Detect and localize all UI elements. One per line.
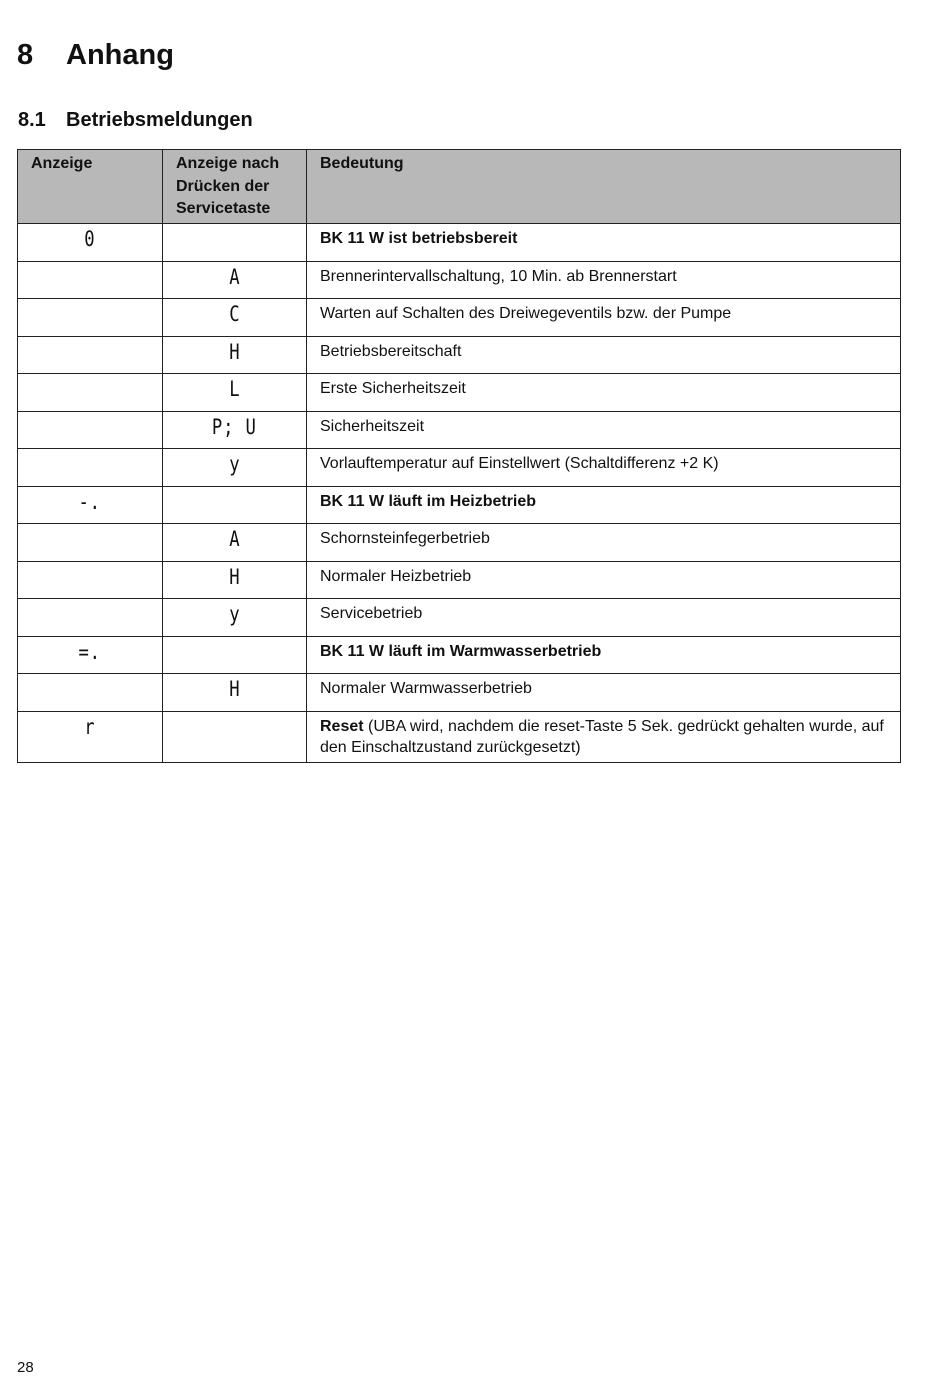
chapter-number: 8 xyxy=(17,39,34,71)
meaning-cell xyxy=(307,599,901,637)
meaning-cell xyxy=(307,224,901,262)
meaning-cell xyxy=(307,711,901,762)
service-code-cell xyxy=(163,224,307,262)
meaning-cell xyxy=(307,336,901,374)
column-header-service-display: Anzeige nach Drücken der Servicetaste xyxy=(163,150,307,224)
service-code-cell xyxy=(163,261,307,299)
section-title: Betriebsmeldungen xyxy=(66,109,253,131)
display-code-cell xyxy=(18,224,163,262)
service-code: H xyxy=(228,564,241,589)
meaning-text: Warten auf Schalten des Dreiwegeventils bzw. der Pumpe xyxy=(320,305,732,322)
section-number: 8.1 xyxy=(18,109,46,131)
meaning-text: (UBA wird, nachdem die reset-Taste 5 Sek. gedrückt gehalten wurde, auf den Einschaltzustand zurückgesetzt) xyxy=(320,717,884,756)
section-heading xyxy=(18,108,253,132)
meaning-cell xyxy=(307,636,901,674)
meaning-cell xyxy=(307,674,901,712)
display-code-cell xyxy=(18,374,163,412)
display-code: 0 xyxy=(84,227,96,251)
meaning-text: Betriebsbereitschaft xyxy=(320,342,462,360)
display-code-cell xyxy=(18,299,163,337)
meaning-cell xyxy=(307,561,901,599)
table-row xyxy=(18,636,901,674)
table-row xyxy=(18,224,901,262)
meaning-text: Normaler Heizbetrieb xyxy=(320,567,472,585)
display-code: -. xyxy=(78,489,102,514)
display-code-cell xyxy=(18,711,163,762)
meaning-cell xyxy=(307,486,901,524)
meaning-cell xyxy=(307,374,901,412)
table-row xyxy=(18,336,901,374)
display-code-cell xyxy=(18,674,163,712)
display-code-cell xyxy=(18,336,163,374)
service-code-cell xyxy=(163,711,307,762)
meaning-text: Servicebetrieb xyxy=(320,605,423,622)
meaning-cell xyxy=(307,524,901,562)
display-code-cell xyxy=(18,599,163,637)
meaning-cell xyxy=(307,261,901,299)
service-code-cell xyxy=(163,299,307,337)
table-body xyxy=(18,224,901,763)
service-code-cell xyxy=(163,449,307,487)
service-code: H xyxy=(228,677,241,701)
meaning-text: Brennerintervallschaltung, 10 Min. ab Brennerstart xyxy=(320,267,677,285)
meaning-text: Schornsteinfegerbetrieb xyxy=(320,530,490,547)
display-code-cell xyxy=(18,261,163,299)
table-row xyxy=(18,374,901,412)
display-code-cell xyxy=(18,524,163,562)
table-row xyxy=(18,674,901,712)
table-row xyxy=(18,561,901,599)
table-header-row xyxy=(18,150,901,224)
service-code: C xyxy=(228,302,241,326)
meaning-bold-text: Reset xyxy=(320,717,364,735)
service-code-cell xyxy=(163,561,307,599)
meaning-cell xyxy=(307,299,901,337)
operating-messages-table xyxy=(17,149,901,763)
meaning-cell xyxy=(307,411,901,449)
service-code-cell xyxy=(163,486,307,524)
display-code-cell xyxy=(18,449,163,487)
display-code-cell xyxy=(18,411,163,449)
table-row xyxy=(18,411,901,449)
service-code-cell xyxy=(163,411,307,449)
table-row xyxy=(18,449,901,487)
meaning-bold-text: BK 11 W läuft im Warmwasserbetrieb xyxy=(320,642,602,660)
service-code: P; U xyxy=(212,414,257,439)
meaning-bold-text: BK 11 W ist betriebsbereit xyxy=(320,230,518,247)
table-row xyxy=(18,599,901,637)
service-code-cell xyxy=(163,374,307,412)
service-code: A xyxy=(228,527,241,551)
display-code-cell xyxy=(18,636,163,674)
chapter-title: Anhang xyxy=(66,39,174,71)
service-code-cell xyxy=(163,674,307,712)
table-row xyxy=(18,486,901,524)
meaning-bold-text: BK 11 W läuft im Heizbetrieb xyxy=(320,492,537,510)
meaning-text: Sicherheitszeit xyxy=(320,417,425,435)
column-header-meaning: Bedeutung xyxy=(307,150,901,224)
service-code: y xyxy=(228,452,241,476)
service-code-cell xyxy=(163,524,307,562)
service-code: H xyxy=(228,339,241,364)
service-code-cell xyxy=(163,599,307,637)
display-code-cell xyxy=(18,486,163,524)
table-row xyxy=(18,711,901,762)
display-code: r xyxy=(84,714,96,739)
table-row xyxy=(18,524,901,562)
page-number: 28 xyxy=(17,1359,34,1376)
service-code-cell xyxy=(163,336,307,374)
table-row xyxy=(18,261,901,299)
meaning-cell xyxy=(307,449,901,487)
column-header-display: Anzeige xyxy=(18,150,163,224)
meaning-text: Erste Sicherheitszeit xyxy=(320,380,466,397)
meaning-text: Vorlauftemperatur auf Einstellwert (Schaltdifferenz +2 K) xyxy=(320,455,719,472)
service-code: A xyxy=(228,264,241,289)
service-code: y xyxy=(228,602,241,626)
meaning-text: Normaler Warmwasserbetrieb xyxy=(320,680,532,697)
chapter-heading xyxy=(17,38,174,73)
service-code: L xyxy=(228,377,241,401)
table-row xyxy=(18,299,901,337)
service-code-cell xyxy=(163,636,307,674)
display-code-cell xyxy=(18,561,163,599)
display-code: =. xyxy=(78,639,102,664)
